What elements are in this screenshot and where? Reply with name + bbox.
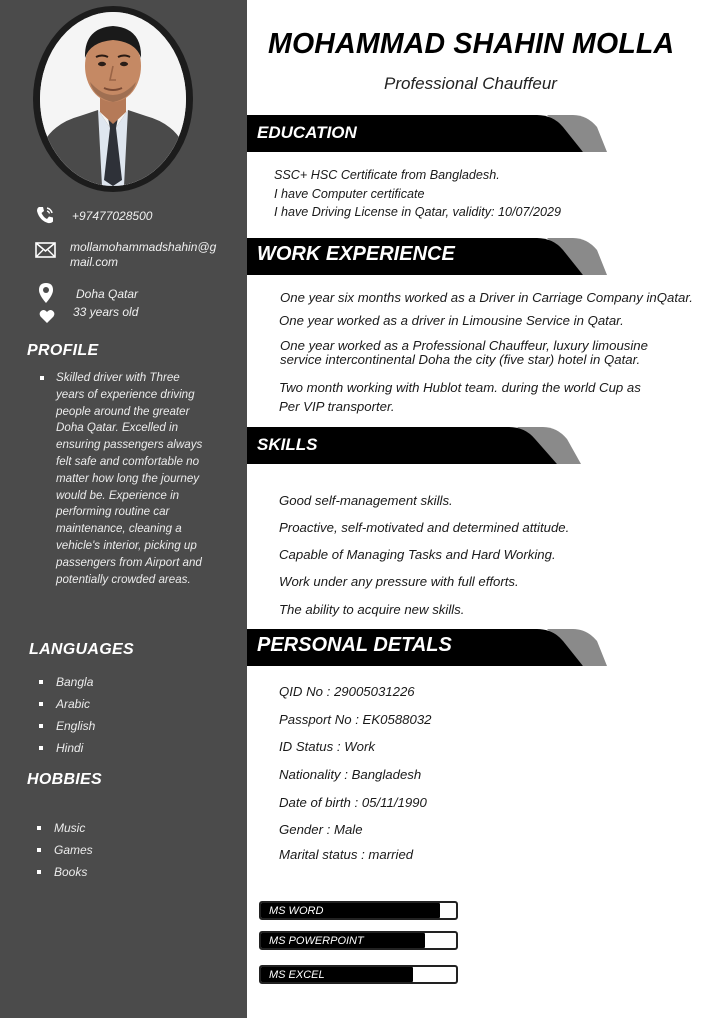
- skill-bar-ms-excel: [259, 965, 458, 984]
- profile-summary: Skilled driver with Three years of experience driving people around the greater Doha Qatar. Excelled in ensuring passengers always felt safe and comfortable no matter how long the journey would be. Experience in performing routine car maintenance, cleaning a vehicle's interior, picking up passengers from Airport and potentially crowded areas.: [40, 370, 210, 588]
- work-heading: WORK EXPERIENCE: [257, 243, 455, 265]
- hobby-item: Games: [37, 842, 93, 864]
- personal-item: Date of birth : 05/11/1990: [279, 795, 427, 810]
- languages-heading: LANGUAGES: [29, 641, 134, 658]
- skill-item: Work under any pressure with full efforts.: [279, 574, 519, 589]
- skill-bar-label: MS WORD: [269, 905, 324, 917]
- skill-bar-ms-powerpoint: [259, 931, 458, 950]
- hobby-item: Books: [37, 864, 93, 886]
- phone-icon: [34, 205, 56, 230]
- personal-item: Gender : Male: [279, 822, 363, 837]
- candidate-name: MOHAMMAD SHAHIN MOLLA: [268, 28, 675, 60]
- personal-item: Nationality : Bangladesh: [279, 767, 422, 782]
- skill-item: Capable of Managing Tasks and Hard Working.: [279, 547, 556, 562]
- skill-item: The ability to acquire new skills.: [279, 602, 465, 617]
- profile-heading: PROFILE: [27, 342, 99, 359]
- skill-bar-ms-word: [259, 901, 458, 920]
- work-item: One year worked as a Professional Chauffeur, luxury limousine: [280, 338, 648, 353]
- email-line-2: mail.com: [70, 255, 119, 269]
- work-item: service intercontinental Doha the city (five star) hotel in Qatar.: [280, 352, 641, 367]
- education-line: I have Computer certificate: [274, 187, 425, 201]
- work-item: One year six months worked as a Driver in Carriage Company inQatar.: [280, 290, 693, 305]
- personal-item: Marital status : married: [279, 847, 414, 862]
- work-item: Per VIP transporter.: [279, 399, 395, 414]
- work-item: Two month working with Hublot team. during the world Cup as: [279, 380, 641, 395]
- email-line-1: mollamohammadshahin@g: [70, 240, 217, 254]
- heart-icon: [39, 309, 55, 329]
- sidebar: [0, 0, 247, 1018]
- hobby-item: Music: [37, 820, 93, 842]
- location: Doha Qatar: [76, 287, 139, 301]
- hobbies-list: [37, 820, 93, 886]
- language-item: Bangla: [39, 674, 95, 696]
- language-item: Hindi: [39, 740, 95, 762]
- personal-item: QID No : 29005031226: [279, 684, 415, 699]
- skill-bar-label: MS EXCEL: [269, 969, 325, 981]
- email-address[interactable]: [70, 240, 216, 270]
- education-line: SSC+ HSC Certificate from Bangladesh.: [274, 168, 500, 182]
- mail-icon: [35, 242, 57, 263]
- location-pin-icon: [38, 282, 54, 309]
- skill-item: Good self-management skills.: [279, 493, 453, 508]
- education-heading: EDUCATION: [257, 123, 357, 142]
- skills-heading: SKILLS: [257, 435, 318, 454]
- language-item: English: [39, 718, 95, 740]
- hobbies-heading: HOBBIES: [27, 771, 102, 788]
- education-line: I have Driving License in Qatar, validity: 10/07/2029: [274, 205, 562, 219]
- personal-item: Passport No : EK0588032: [279, 712, 432, 727]
- languages-list: [39, 674, 95, 762]
- personal-heading: PERSONAL DETALS: [257, 634, 452, 656]
- phone-number[interactable]: +97477028500: [72, 209, 153, 223]
- profile-list: [40, 370, 210, 588]
- personal-item: ID Status : Work: [279, 739, 375, 754]
- skill-item: Proactive, self-motivated and determined attitude.: [279, 520, 570, 535]
- language-item: Arabic: [39, 696, 95, 718]
- profile-photo: [40, 12, 186, 186]
- skill-bar-label: MS POWERPOINT: [269, 935, 364, 947]
- age: 33 years old: [73, 305, 139, 319]
- work-item: One year worked as a driver in Limousine Service in Qatar.: [279, 313, 624, 328]
- candidate-role: Professional Chauffeur: [384, 74, 557, 93]
